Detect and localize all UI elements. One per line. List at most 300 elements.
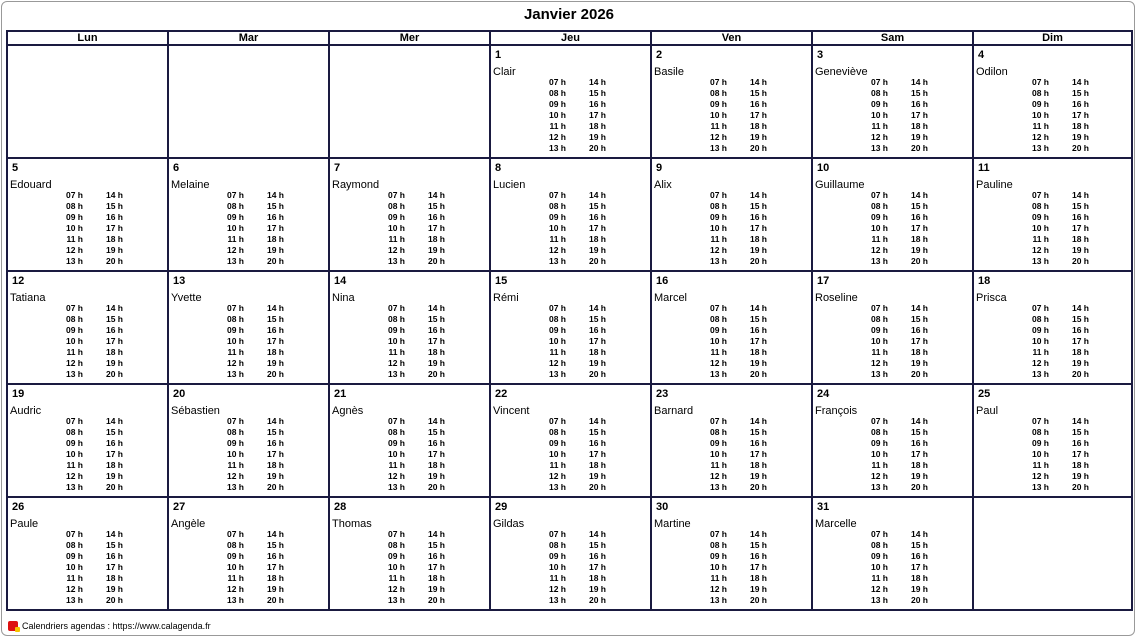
hour-slot[interactable]: 12 h	[387, 245, 405, 255]
hour-slot[interactable]: 15 h	[105, 314, 123, 324]
hour-slot[interactable]: 08 h	[870, 540, 888, 550]
hour-slot[interactable]: 14 h	[105, 190, 123, 200]
hour-slot[interactable]: 10 h	[1031, 110, 1049, 120]
hour-slot[interactable]: 11 h	[549, 234, 566, 244]
hour-slot[interactable]: 07 h	[226, 303, 244, 313]
hour-slot[interactable]: 10 h	[226, 562, 244, 572]
hour-slot[interactable]: 11 h	[1032, 347, 1049, 357]
hour-slot[interactable]: 15 h	[1071, 201, 1089, 211]
hour-slot[interactable]: 10 h	[226, 336, 244, 346]
hour-slot[interactable]: 18 h	[427, 573, 445, 583]
hour-slot[interactable]: 11 h	[388, 460, 405, 470]
hour-slot[interactable]: 07 h	[870, 416, 888, 426]
hour-slot[interactable]: 16 h	[105, 325, 123, 335]
hour-slot[interactable]: 11 h	[710, 573, 727, 583]
hour-slot[interactable]: 14 h	[910, 303, 928, 313]
hour-slot[interactable]: 18 h	[105, 347, 123, 357]
hour-slot[interactable]: 12 h	[870, 245, 888, 255]
hour-slot[interactable]: 15 h	[266, 314, 284, 324]
hour-slot[interactable]: 15 h	[749, 314, 767, 324]
hour-slot[interactable]: 19 h	[427, 471, 445, 481]
hour-slot[interactable]: 07 h	[65, 416, 83, 426]
hour-slot[interactable]: 14 h	[749, 529, 767, 539]
hour-slot[interactable]: 09 h	[709, 99, 727, 109]
hour-slot[interactable]: 14 h	[588, 77, 606, 87]
hour-slot[interactable]: 17 h	[588, 223, 606, 233]
hour-slot[interactable]: 20 h	[1071, 143, 1089, 153]
hour-slot[interactable]: 16 h	[427, 551, 445, 561]
hour-slot[interactable]: 18 h	[1071, 460, 1089, 470]
hour-slot[interactable]: 15 h	[910, 314, 928, 324]
hour-slot[interactable]: 17 h	[427, 336, 445, 346]
hour-slot[interactable]: 19 h	[749, 471, 767, 481]
hour-slot[interactable]: 18 h	[588, 573, 606, 583]
hour-slot[interactable]: 18 h	[749, 460, 767, 470]
hour-slot[interactable]: 13 h	[548, 482, 566, 492]
hour-slot[interactable]: 17 h	[105, 336, 123, 346]
hour-slot[interactable]: 15 h	[588, 540, 606, 550]
day-cell[interactable]	[812, 158, 973, 271]
hour-slot[interactable]: 15 h	[749, 201, 767, 211]
hour-slot[interactable]: 18 h	[910, 121, 928, 131]
hour-slot[interactable]: 19 h	[105, 245, 123, 255]
hour-slot[interactable]: 12 h	[709, 358, 727, 368]
hour-slot[interactable]: 08 h	[65, 201, 83, 211]
hour-slot[interactable]: 19 h	[1071, 471, 1089, 481]
hour-slot[interactable]: 14 h	[588, 303, 606, 313]
hour-slot[interactable]: 10 h	[387, 449, 405, 459]
hour-slot[interactable]: 18 h	[910, 234, 928, 244]
hour-slot[interactable]: 14 h	[427, 416, 445, 426]
hour-slot[interactable]: 20 h	[910, 369, 928, 379]
hour-slot[interactable]: 17 h	[266, 562, 284, 572]
hour-slot[interactable]: 18 h	[266, 347, 284, 357]
hour-slot[interactable]: 13 h	[709, 595, 727, 605]
hour-slot[interactable]: 16 h	[266, 212, 284, 222]
hour-slot[interactable]: 08 h	[870, 88, 888, 98]
hour-slot[interactable]: 09 h	[870, 212, 888, 222]
hour-slot[interactable]: 12 h	[226, 245, 244, 255]
hour-slot[interactable]: 11 h	[871, 121, 888, 131]
day-cell[interactable]	[329, 384, 490, 497]
hour-slot[interactable]: 16 h	[910, 325, 928, 335]
hour-slot[interactable]: 14 h	[266, 416, 284, 426]
hour-slot[interactable]: 19 h	[910, 245, 928, 255]
hour-slot[interactable]: 16 h	[588, 551, 606, 561]
hour-slot[interactable]: 11 h	[871, 347, 888, 357]
hour-slot[interactable]: 10 h	[1031, 449, 1049, 459]
hour-slot[interactable]: 16 h	[749, 551, 767, 561]
hour-slot[interactable]: 20 h	[105, 482, 123, 492]
hour-slot[interactable]: 07 h	[1031, 303, 1049, 313]
hour-slot[interactable]: 08 h	[870, 427, 888, 437]
hour-slot[interactable]: 19 h	[266, 584, 284, 594]
hour-slot[interactable]: 19 h	[266, 245, 284, 255]
hour-slot[interactable]: 09 h	[65, 438, 83, 448]
hour-slot[interactable]: 09 h	[870, 438, 888, 448]
day-cell[interactable]	[490, 158, 651, 271]
hour-slot[interactable]: 10 h	[65, 449, 83, 459]
hour-slot[interactable]: 13 h	[548, 256, 566, 266]
hour-slot[interactable]: 09 h	[548, 212, 566, 222]
hour-slot[interactable]: 14 h	[910, 77, 928, 87]
hour-slot[interactable]: 20 h	[588, 482, 606, 492]
hour-slot[interactable]: 12 h	[1031, 132, 1049, 142]
hour-slot[interactable]: 10 h	[870, 562, 888, 572]
hour-slot[interactable]: 07 h	[387, 190, 405, 200]
hour-slot[interactable]: 07 h	[870, 303, 888, 313]
hour-slot[interactable]: 11 h	[549, 460, 566, 470]
hour-slot[interactable]: 19 h	[749, 245, 767, 255]
hour-slot[interactable]: 12 h	[387, 358, 405, 368]
hour-slot[interactable]: 13 h	[548, 369, 566, 379]
day-cell[interactable]	[329, 497, 490, 610]
hour-slot[interactable]: 13 h	[65, 595, 83, 605]
hour-slot[interactable]: 13 h	[226, 369, 244, 379]
hour-slot[interactable]: 13 h	[870, 482, 888, 492]
hour-slot[interactable]: 16 h	[427, 438, 445, 448]
hour-slot[interactable]: 17 h	[1071, 336, 1089, 346]
hour-slot[interactable]: 14 h	[427, 190, 445, 200]
hour-slot[interactable]: 07 h	[65, 529, 83, 539]
hour-slot[interactable]: 15 h	[427, 427, 445, 437]
hour-slot[interactable]: 20 h	[588, 143, 606, 153]
hour-slot[interactable]: 18 h	[1071, 234, 1089, 244]
hour-slot[interactable]: 19 h	[910, 584, 928, 594]
hour-slot[interactable]: 14 h	[105, 303, 123, 313]
hour-slot[interactable]: 10 h	[65, 562, 83, 572]
hour-slot[interactable]: 14 h	[266, 303, 284, 313]
hour-slot[interactable]: 10 h	[548, 336, 566, 346]
hour-slot[interactable]: 11 h	[66, 573, 83, 583]
hour-slot[interactable]: 13 h	[870, 143, 888, 153]
hour-slot[interactable]: 20 h	[266, 369, 284, 379]
hour-slot[interactable]: 17 h	[1071, 449, 1089, 459]
hour-slot[interactable]: 17 h	[427, 449, 445, 459]
hour-slot[interactable]: 17 h	[588, 562, 606, 572]
hour-slot[interactable]: 20 h	[749, 482, 767, 492]
hour-slot[interactable]: 13 h	[226, 482, 244, 492]
day-cell[interactable]	[7, 271, 168, 384]
hour-slot[interactable]: 19 h	[749, 584, 767, 594]
hour-slot[interactable]: 12 h	[548, 358, 566, 368]
hour-slot[interactable]: 09 h	[709, 438, 727, 448]
hour-slot[interactable]: 14 h	[910, 416, 928, 426]
hour-slot[interactable]: 16 h	[749, 99, 767, 109]
hour-slot[interactable]: 12 h	[548, 584, 566, 594]
hour-slot[interactable]: 07 h	[709, 77, 727, 87]
hour-slot[interactable]: 17 h	[266, 223, 284, 233]
hour-slot[interactable]: 20 h	[588, 256, 606, 266]
hour-slot[interactable]: 10 h	[870, 110, 888, 120]
hour-slot[interactable]: 07 h	[226, 416, 244, 426]
hour-slot[interactable]: 14 h	[266, 190, 284, 200]
hour-slot[interactable]: 16 h	[427, 212, 445, 222]
hour-slot[interactable]: 16 h	[910, 99, 928, 109]
hour-slot[interactable]: 20 h	[749, 595, 767, 605]
hour-slot[interactable]: 08 h	[226, 540, 244, 550]
hour-slot[interactable]: 15 h	[266, 540, 284, 550]
hour-slot[interactable]: 12 h	[709, 584, 727, 594]
hour-slot[interactable]: 09 h	[387, 325, 405, 335]
hour-slot[interactable]: 16 h	[1071, 325, 1089, 335]
hour-slot[interactable]: 15 h	[749, 540, 767, 550]
hour-slot[interactable]: 18 h	[266, 234, 284, 244]
hour-slot[interactable]: 14 h	[910, 529, 928, 539]
hour-slot[interactable]: 18 h	[588, 234, 606, 244]
hour-slot[interactable]: 10 h	[65, 336, 83, 346]
hour-slot[interactable]: 16 h	[1071, 438, 1089, 448]
hour-slot[interactable]: 12 h	[1031, 471, 1049, 481]
hour-slot[interactable]: 15 h	[588, 427, 606, 437]
hour-slot[interactable]: 19 h	[910, 471, 928, 481]
hour-slot[interactable]: 09 h	[226, 212, 244, 222]
hour-slot[interactable]: 08 h	[870, 201, 888, 211]
hour-slot[interactable]: 15 h	[910, 540, 928, 550]
hour-slot[interactable]: 13 h	[870, 369, 888, 379]
hour-slot[interactable]: 14 h	[1071, 416, 1089, 426]
hour-slot[interactable]: 10 h	[709, 562, 727, 572]
hour-slot[interactable]: 11 h	[1032, 121, 1049, 131]
day-cell[interactable]	[651, 45, 812, 158]
hour-slot[interactable]: 20 h	[105, 369, 123, 379]
hour-slot[interactable]: 14 h	[749, 303, 767, 313]
hour-slot[interactable]: 16 h	[588, 99, 606, 109]
hour-slot[interactable]: 13 h	[1031, 369, 1049, 379]
hour-slot[interactable]: 11 h	[1032, 460, 1049, 470]
hour-slot[interactable]: 19 h	[105, 471, 123, 481]
hour-slot[interactable]: 08 h	[870, 314, 888, 324]
hour-slot[interactable]: 20 h	[749, 369, 767, 379]
hour-slot[interactable]: 19 h	[749, 358, 767, 368]
hour-slot[interactable]: 07 h	[226, 529, 244, 539]
hour-slot[interactable]: 09 h	[387, 438, 405, 448]
hour-slot[interactable]: 11 h	[388, 573, 405, 583]
hour-slot[interactable]: 18 h	[588, 460, 606, 470]
hour-slot[interactable]: 16 h	[105, 212, 123, 222]
hour-slot[interactable]: 07 h	[387, 529, 405, 539]
hour-slot[interactable]: 13 h	[226, 595, 244, 605]
hour-slot[interactable]: 07 h	[1031, 190, 1049, 200]
hour-slot[interactable]: 20 h	[1071, 256, 1089, 266]
hour-slot[interactable]: 09 h	[226, 438, 244, 448]
hour-slot[interactable]: 20 h	[749, 256, 767, 266]
hour-slot[interactable]: 09 h	[1031, 325, 1049, 335]
day-cell[interactable]	[168, 271, 329, 384]
hour-slot[interactable]: 15 h	[1071, 314, 1089, 324]
hour-slot[interactable]: 09 h	[548, 438, 566, 448]
hour-slot[interactable]: 11 h	[549, 347, 566, 357]
hour-slot[interactable]: 18 h	[266, 573, 284, 583]
hour-slot[interactable]: 16 h	[427, 325, 445, 335]
hour-slot[interactable]: 16 h	[749, 212, 767, 222]
hour-slot[interactable]: 15 h	[266, 201, 284, 211]
hour-slot[interactable]: 13 h	[709, 369, 727, 379]
hour-slot[interactable]: 13 h	[709, 482, 727, 492]
hour-slot[interactable]: 16 h	[266, 438, 284, 448]
hour-slot[interactable]: 20 h	[105, 595, 123, 605]
hour-slot[interactable]: 20 h	[427, 595, 445, 605]
hour-slot[interactable]: 17 h	[749, 223, 767, 233]
hour-slot[interactable]: 08 h	[548, 540, 566, 550]
hour-slot[interactable]: 10 h	[870, 449, 888, 459]
hour-slot[interactable]: 14 h	[588, 529, 606, 539]
hour-slot[interactable]: 17 h	[105, 223, 123, 233]
hour-slot[interactable]: 08 h	[1031, 201, 1049, 211]
hour-slot[interactable]: 15 h	[427, 201, 445, 211]
hour-slot[interactable]: 18 h	[427, 460, 445, 470]
hour-slot[interactable]: 11 h	[1032, 234, 1049, 244]
day-cell[interactable]	[329, 158, 490, 271]
hour-slot[interactable]: 20 h	[910, 595, 928, 605]
hour-slot[interactable]: 15 h	[1071, 427, 1089, 437]
day-cell[interactable]	[7, 384, 168, 497]
hour-slot[interactable]: 12 h	[387, 584, 405, 594]
hour-slot[interactable]: 16 h	[588, 438, 606, 448]
hour-slot[interactable]: 16 h	[910, 438, 928, 448]
hour-slot[interactable]: 08 h	[387, 540, 405, 550]
hour-slot[interactable]: 12 h	[1031, 358, 1049, 368]
hour-slot[interactable]: 17 h	[749, 336, 767, 346]
hour-slot[interactable]: 14 h	[588, 190, 606, 200]
hour-slot[interactable]: 12 h	[548, 245, 566, 255]
hour-slot[interactable]: 16 h	[266, 325, 284, 335]
hour-slot[interactable]: 11 h	[227, 573, 244, 583]
hour-slot[interactable]: 08 h	[387, 201, 405, 211]
hour-slot[interactable]: 13 h	[65, 256, 83, 266]
hour-slot[interactable]: 20 h	[266, 595, 284, 605]
hour-slot[interactable]: 18 h	[588, 347, 606, 357]
hour-slot[interactable]: 07 h	[548, 416, 566, 426]
hour-slot[interactable]: 16 h	[910, 212, 928, 222]
hour-slot[interactable]: 20 h	[427, 369, 445, 379]
day-cell[interactable]	[490, 45, 651, 158]
hour-slot[interactable]: 20 h	[427, 256, 445, 266]
hour-slot[interactable]: 10 h	[870, 223, 888, 233]
hour-slot[interactable]: 17 h	[910, 336, 928, 346]
hour-slot[interactable]: 09 h	[65, 212, 83, 222]
hour-slot[interactable]: 10 h	[548, 562, 566, 572]
hour-slot[interactable]: 11 h	[871, 234, 888, 244]
day-cell[interactable]	[651, 271, 812, 384]
hour-slot[interactable]: 18 h	[749, 234, 767, 244]
hour-slot[interactable]: 19 h	[1071, 245, 1089, 255]
hour-slot[interactable]: 20 h	[427, 482, 445, 492]
hour-slot[interactable]: 09 h	[870, 551, 888, 561]
hour-slot[interactable]: 07 h	[709, 529, 727, 539]
hour-slot[interactable]: 07 h	[387, 416, 405, 426]
hour-slot[interactable]: 14 h	[749, 77, 767, 87]
hour-slot[interactable]: 11 h	[388, 347, 405, 357]
hour-slot[interactable]: 08 h	[387, 427, 405, 437]
hour-slot[interactable]: 10 h	[226, 223, 244, 233]
hour-slot[interactable]: 19 h	[105, 584, 123, 594]
hour-slot[interactable]: 10 h	[709, 223, 727, 233]
hour-slot[interactable]: 11 h	[227, 460, 244, 470]
hour-slot[interactable]: 10 h	[548, 449, 566, 459]
hour-slot[interactable]: 07 h	[870, 77, 888, 87]
day-cell[interactable]	[651, 497, 812, 610]
hour-slot[interactable]: 11 h	[710, 121, 727, 131]
hour-slot[interactable]: 19 h	[910, 132, 928, 142]
hour-slot[interactable]: 13 h	[709, 256, 727, 266]
hour-slot[interactable]: 10 h	[1031, 223, 1049, 233]
hour-slot[interactable]: 08 h	[387, 314, 405, 324]
hour-slot[interactable]: 18 h	[910, 347, 928, 357]
hour-slot[interactable]: 18 h	[910, 573, 928, 583]
hour-slot[interactable]: 11 h	[871, 573, 888, 583]
hour-slot[interactable]: 20 h	[910, 143, 928, 153]
hour-slot[interactable]: 11 h	[66, 460, 83, 470]
hour-slot[interactable]: 12 h	[548, 132, 566, 142]
hour-slot[interactable]: 18 h	[105, 234, 123, 244]
hour-slot[interactable]: 08 h	[709, 314, 727, 324]
hour-slot[interactable]: 14 h	[105, 529, 123, 539]
hour-slot[interactable]: 20 h	[266, 256, 284, 266]
hour-slot[interactable]: 09 h	[548, 99, 566, 109]
hour-slot[interactable]: 13 h	[1031, 256, 1049, 266]
hour-slot[interactable]: 19 h	[910, 358, 928, 368]
hour-slot[interactable]: 11 h	[227, 234, 244, 244]
hour-slot[interactable]: 19 h	[588, 471, 606, 481]
hour-slot[interactable]: 20 h	[266, 482, 284, 492]
hour-slot[interactable]: 20 h	[588, 595, 606, 605]
hour-slot[interactable]: 12 h	[870, 358, 888, 368]
hour-slot[interactable]: 18 h	[749, 573, 767, 583]
hour-slot[interactable]: 17 h	[427, 223, 445, 233]
hour-slot[interactable]: 19 h	[749, 132, 767, 142]
day-cell[interactable]	[973, 45, 1132, 158]
hour-slot[interactable]: 15 h	[105, 427, 123, 437]
hour-slot[interactable]: 12 h	[65, 584, 83, 594]
hour-slot[interactable]: 17 h	[910, 110, 928, 120]
day-cell[interactable]	[973, 271, 1132, 384]
hour-slot[interactable]: 13 h	[1031, 143, 1049, 153]
hour-slot[interactable]: 16 h	[588, 212, 606, 222]
hour-slot[interactable]: 14 h	[266, 529, 284, 539]
hour-slot[interactable]: 12 h	[65, 358, 83, 368]
hour-slot[interactable]: 09 h	[1031, 438, 1049, 448]
hour-slot[interactable]: 09 h	[709, 325, 727, 335]
hour-slot[interactable]: 07 h	[226, 190, 244, 200]
hour-slot[interactable]: 19 h	[588, 132, 606, 142]
hour-slot[interactable]: 08 h	[1031, 427, 1049, 437]
hour-slot[interactable]: 15 h	[427, 314, 445, 324]
hour-slot[interactable]: 08 h	[548, 427, 566, 437]
hour-slot[interactable]: 20 h	[105, 256, 123, 266]
hour-slot[interactable]: 14 h	[427, 303, 445, 313]
hour-slot[interactable]: 14 h	[427, 529, 445, 539]
hour-slot[interactable]: 19 h	[1071, 358, 1089, 368]
hour-slot[interactable]: 13 h	[387, 482, 405, 492]
hour-slot[interactable]: 10 h	[1031, 336, 1049, 346]
hour-slot[interactable]: 16 h	[588, 325, 606, 335]
hour-slot[interactable]: 17 h	[105, 449, 123, 459]
hour-slot[interactable]: 08 h	[1031, 314, 1049, 324]
hour-slot[interactable]: 10 h	[709, 336, 727, 346]
hour-slot[interactable]: 15 h	[910, 88, 928, 98]
hour-slot[interactable]: 12 h	[709, 245, 727, 255]
hour-slot[interactable]: 12 h	[226, 584, 244, 594]
hour-slot[interactable]: 11 h	[710, 234, 727, 244]
day-cell[interactable]	[329, 271, 490, 384]
hour-slot[interactable]: 14 h	[1071, 77, 1089, 87]
hour-slot[interactable]: 13 h	[387, 595, 405, 605]
hour-slot[interactable]: 12 h	[709, 132, 727, 142]
hour-slot[interactable]: 13 h	[387, 256, 405, 266]
hour-slot[interactable]: 07 h	[65, 303, 83, 313]
day-cell[interactable]	[7, 158, 168, 271]
